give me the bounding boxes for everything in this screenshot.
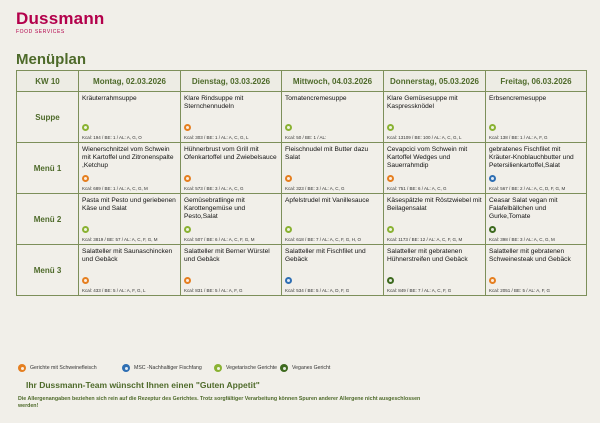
dish-name: Tomatencremesuppe <box>285 95 347 102</box>
row-label: Suppe <box>17 92 79 143</box>
vegetarian-leaf-icon <box>82 226 89 233</box>
header-wednesday: Mittwoch, 04.03.2026 <box>282 71 384 92</box>
dish-name: Salatteller mit Berner Würstel und Gebäck <box>184 248 270 263</box>
legend-label-msc: MSC -Nachhaltiger Fischfang <box>134 365 202 371</box>
pork-dish-icon <box>387 175 394 182</box>
dussmann-logo <box>16 10 105 35</box>
menu-cell-monday <box>79 143 181 194</box>
menu-table <box>16 70 587 296</box>
dish-name: Cevapcici vom Schwein mit Kartoffel Wedges und Sauerrahmdip <box>387 146 468 169</box>
nutrition-info: Kcal: 618 / BE: 7 / AL: A, C, F, G, H, O <box>285 237 362 242</box>
header-friday: Freitag, 06.03.2026 <box>486 71 587 92</box>
vegetarian-leaf-icon <box>184 226 191 233</box>
vegetarian-leaf-icon <box>489 124 496 131</box>
vegan-leaf-icon <box>387 277 394 284</box>
menu-cell-tuesday <box>181 143 282 194</box>
dish-name: Ceasar Salat vegan mit Falafelbällchen und Gurke,Tomate <box>489 197 558 220</box>
nutrition-info: Kcal: 567 / BE: 2 / AL: A, C, D, F, G, M <box>489 186 566 191</box>
msc-fish-icon <box>122 364 130 372</box>
dish-name: Erbsencremesuppe <box>489 95 547 102</box>
allergen-disclaimer: Die Allergenangaben beziehen sich rein auf die Rezeptur des Gerichtes. Trotz sorgfältiger Verarbeitung können Spuren anderer Allergene nicht ausgeschlossen werden! <box>18 396 421 409</box>
menu-cell-friday <box>486 245 587 296</box>
dish-name: Pasta mit Pesto und geriebenen Käse und Salat <box>82 197 176 212</box>
dish-name: Salatteller mit gebratenen Schweinesteak und Gebäck <box>489 248 571 263</box>
header-monday: Montag, 02.03.2026 <box>79 71 181 92</box>
dish-name: Apfelstrudel mit Vanillesauce <box>285 197 370 204</box>
menu-cell-wednesday <box>282 92 384 143</box>
legend-item-vegetarian <box>214 364 277 372</box>
nutrition-info: Kcal: 573 / BE: 3 / AL: A, C, G <box>184 186 244 191</box>
menu-cell-thursday <box>384 194 486 245</box>
nutrition-info: Kcal: 3819 / BE: 57 / AL: A, C, F, G, M <box>82 237 158 242</box>
vegetarian-leaf-icon <box>387 226 394 233</box>
nutrition-info: Kcal: 50 / BE: 1 / AL: <box>285 135 327 140</box>
vegetarian-leaf-icon <box>387 124 394 131</box>
pork-dish-icon <box>489 277 496 284</box>
pork-dish-icon <box>184 277 191 284</box>
nutrition-info: Kcal: 831 / BE: 5 / AL: A, F, G <box>184 288 243 293</box>
legend-label-vegetarian: Vegetarische Gerichte <box>226 365 278 371</box>
vegan-leaf-icon <box>280 364 288 372</box>
dish-name: Salatteller mit gebratenen Hühnerstreifen und Gebäck <box>387 248 468 263</box>
legend-label-vegan: Veganes Gericht <box>292 365 331 371</box>
dish-name: Salatteller mit Saunaschincken und Gebäck <box>82 248 173 263</box>
legend-label-pork: Gerichte mit Schweinefleisch <box>30 365 97 371</box>
row-label: Menü 2 <box>17 194 79 245</box>
nutrition-info: Kcal: 433 / BE: 5 / AL: A, F, G, L <box>82 288 146 293</box>
dish-name: Gemüsebratlinge mit Karottengemüse und Pesto,Salat <box>184 197 246 220</box>
pork-dish-icon <box>285 175 292 182</box>
vegan-leaf-icon <box>489 226 496 233</box>
menu-row-menu-1 <box>17 143 587 194</box>
menu-cell-thursday <box>384 92 486 143</box>
vegetarian-leaf-icon <box>82 124 89 131</box>
menu-row-soup <box>17 92 587 143</box>
nutrition-info: Kcal: 849 / BE: 7 / AL: A, C, F, G <box>387 288 452 293</box>
dish-name: Wienerschnitzel vom Schwein mit Kartoffel und Zitronenspalte ,Ketchup <box>82 146 174 169</box>
menu-cell-wednesday <box>282 245 384 296</box>
brand-name: Dussmann <box>16 9 105 28</box>
msc-fish-icon <box>489 175 496 182</box>
dish-name: Kräuterrahmsuppe <box>82 95 137 102</box>
legend <box>18 364 578 374</box>
header-tuesday: Dienstag, 03.03.2026 <box>181 71 282 92</box>
greeting-text: Ihr Dussmann-Team wünscht Ihnen einen "Guten Appetit" <box>26 380 260 390</box>
pork-dish-icon <box>18 364 26 372</box>
row-label: Menü 1 <box>17 143 79 194</box>
menu-cell-thursday <box>384 245 486 296</box>
header-week: KW 10 <box>17 71 79 92</box>
nutrition-info: Kcal: 138 / BE: 1 / AL: A, F, G <box>489 135 548 140</box>
nutrition-info: Kcal: 398 / BE: 3 / AL: A, C, G, M <box>489 237 555 242</box>
nutrition-info: Kcal: 534 / BE: 5 / AL: A, D, F, G <box>285 288 350 293</box>
pork-dish-icon <box>82 277 89 284</box>
nutrition-info: Kcal: 194 / BE: 1 / AL: A, G, O <box>82 135 142 140</box>
legend-item-vegan <box>280 364 330 372</box>
vegetarian-leaf-icon <box>285 124 292 131</box>
nutrition-info: Kcal: 507 / BE: 6 / AL: A, C, F, G, M <box>184 237 255 242</box>
vegetarian-leaf-icon <box>285 226 292 233</box>
nutrition-info: Kcal: 2051 / BE: 5 / AL: A, F, G <box>489 288 551 293</box>
nutrition-info: Kcal: 751 / BE: 6 / AL: A, C, G <box>387 186 447 191</box>
menu-cell-thursday <box>384 143 486 194</box>
nutrition-info: Kcal: 1173 / BE: 12 / AL: A, C, F, G, M <box>387 237 463 242</box>
menu-cell-tuesday <box>181 245 282 296</box>
dish-name: gebratenes Fischfilet mit Kräuter-Knoblauchbutter und Petersilienkartoffel,Salat <box>489 146 574 169</box>
dish-name: Fleischnudel mit Butter dazu Salat <box>285 146 369 161</box>
nutrition-info: Kcal: 13109 / BE: 100 / AL: A, C, G, L <box>387 135 462 140</box>
menu-cell-friday <box>486 92 587 143</box>
menu-cell-monday <box>79 245 181 296</box>
menu-cell-monday <box>79 92 181 143</box>
dish-name: Salatteller mit Fischfilet und Gebäck <box>285 248 366 263</box>
menu-row-menu-3 <box>17 245 587 296</box>
dish-name: Hühnerbrust vom Grill mit Ofenkartoffel und Zwiebelsauce <box>184 146 277 161</box>
nutrition-info: Kcal: 689 / BE: 1 / AL: A, C, G, M <box>82 186 148 191</box>
vegetarian-leaf-icon <box>214 364 222 372</box>
legend-item-pork <box>18 364 97 372</box>
menu-cell-wednesday <box>282 194 384 245</box>
msc-fish-icon <box>285 277 292 284</box>
menu-cell-tuesday <box>181 92 282 143</box>
menu-cell-friday <box>486 194 587 245</box>
menu-cell-monday <box>79 194 181 245</box>
menu-row-menu-2 <box>17 194 587 245</box>
page-title: Menüplan <box>16 51 86 68</box>
pork-dish-icon <box>184 175 191 182</box>
pork-dish-icon <box>184 124 191 131</box>
nutrition-info: Kcal: 323 / BE: 3 / AL: A, C, G <box>285 186 345 191</box>
brand-subtitle: FOOD SERVICES <box>16 29 65 35</box>
dish-name: Klare Rindsuppe mit Sternchennudeln <box>184 95 244 110</box>
header-thursday: Donnerstag, 05.03.2026 <box>384 71 486 92</box>
dish-name: Käsespätzle mit Röstzwiebel mit Beilagensalat <box>387 197 482 212</box>
header-row <box>17 71 587 92</box>
menu-cell-tuesday <box>181 194 282 245</box>
menu-cell-wednesday <box>282 143 384 194</box>
legend-item-msc <box>122 364 202 372</box>
pork-dish-icon <box>82 175 89 182</box>
row-label: Menü 3 <box>17 245 79 296</box>
menu-cell-friday <box>486 143 587 194</box>
nutrition-info: Kcal: 303 / BE: 1 / AL: A, C, G, L <box>184 135 249 140</box>
dish-name: Klare Gemüsesuppe mit Kaspressknödel <box>387 95 458 110</box>
